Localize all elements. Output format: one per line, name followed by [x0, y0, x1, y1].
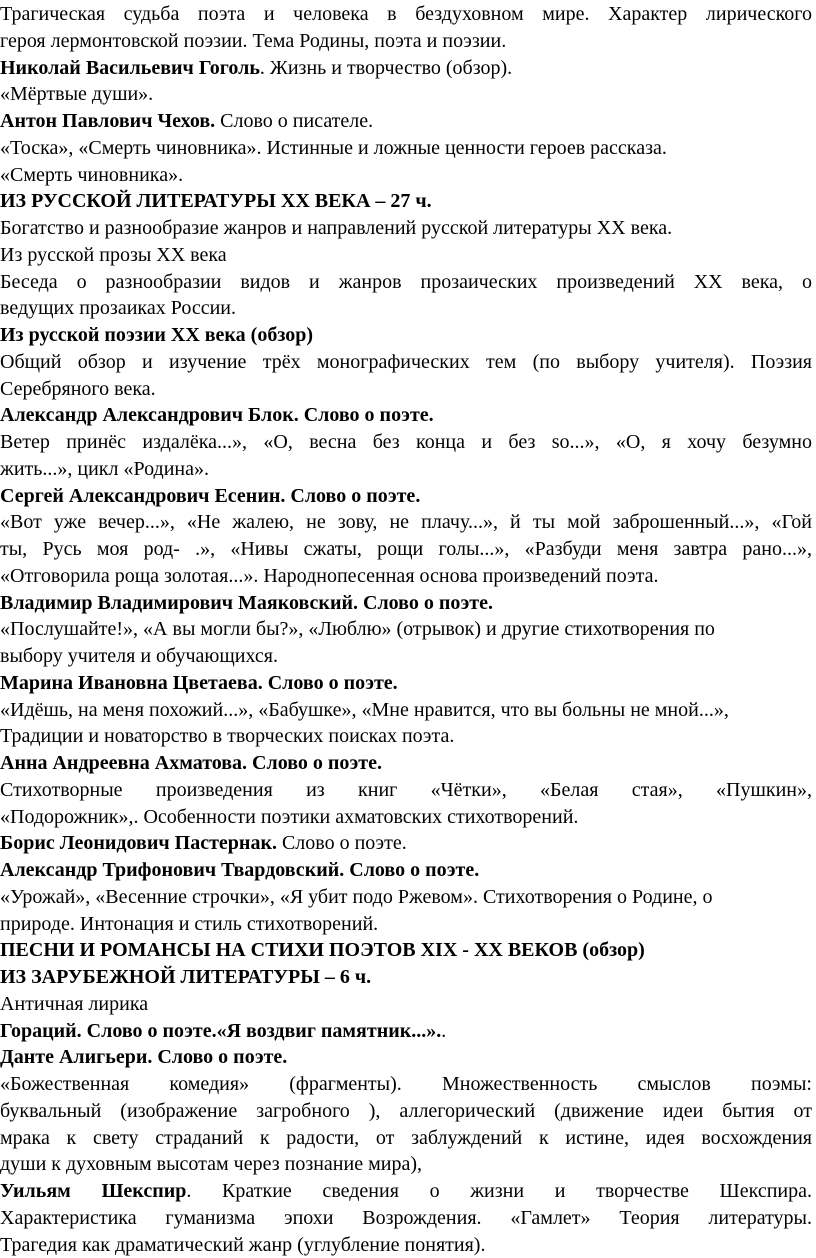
text-line	[0, 884, 812, 910]
text-line	[0, 723, 812, 749]
text-line	[0, 269, 812, 295]
text-line	[0, 456, 812, 482]
text-run: героя лермонтовской поэзии. Тема Родины, поэта и поэзии.	[0, 29, 507, 52]
text-line	[0, 590, 812, 616]
bold-text: Марина Ивановна Цветаева. Слово о поэте.	[0, 671, 398, 694]
bold-text: ИЗ ЗАРУБЕЖНОЙ ЛИТЕРАТУРЫ – 6 ч.	[0, 966, 372, 988]
text-line	[0, 750, 812, 776]
text-line	[0, 911, 812, 937]
text-run: буквальный (изображение загробного ), аллегорический (движение идеи бытия от	[0, 1099, 812, 1122]
text-line	[0, 322, 812, 348]
text-run: «Мёртвые души».	[0, 83, 154, 106]
text-line	[0, 830, 812, 856]
text-line	[0, 188, 812, 214]
text-line	[0, 1, 812, 27]
text-line	[0, 402, 812, 428]
text-line	[0, 483, 812, 509]
bold-text: Анна Андреевна Ахматова. Слово о поэте.	[0, 752, 382, 774]
text-line	[0, 215, 812, 241]
text-line	[0, 937, 812, 963]
text-run: Характеристика гуманизма эпохи Возрождения. «Гамлет» Теория литературы.	[0, 1206, 812, 1229]
bold-text: Антон Павлович Чехов.	[0, 110, 216, 132]
text-run: Слово о писателе.	[215, 110, 374, 132]
text-run: выбору учителя и обучающихся.	[0, 645, 278, 667]
text-line	[0, 1098, 812, 1124]
text-run: . Краткие сведения о жизни и творчестве Шекспира.	[186, 1180, 812, 1202]
bold-text: Сергей Александрович Есенин. Слово о поэте.	[0, 484, 421, 507]
text-run: «Смерть чиновника».	[0, 163, 184, 186]
text-line	[0, 135, 812, 161]
text-line	[0, 563, 812, 589]
text-line	[0, 670, 812, 696]
text-line	[0, 991, 812, 1017]
text-run: «Вот уже вечер...», «Не жалею, не зову, не плачу...», й ты мой заброшенный...», «Гой	[0, 511, 812, 534]
text-line	[0, 295, 812, 321]
bold-text: Данте Алигьери. Слово о поэте.	[0, 1046, 288, 1069]
text-line	[0, 1125, 812, 1151]
text-line	[0, 162, 812, 188]
bold-text: Уильям Шекспир	[0, 1180, 187, 1202]
text-run: природе. Интонация и стиль стихотворений.	[0, 912, 379, 935]
text-line	[0, 242, 812, 268]
text-run: Общий обзор и изучение трёх монографических тем (по выбору учителя). Поэзия	[0, 350, 812, 373]
text-run: «Подорожник»,. Особенности поэтики ахматовских стихотворений.	[0, 805, 579, 828]
text-line	[0, 643, 812, 669]
text-run: Трагедия как драматический жанр (углубление понятия).	[0, 1233, 486, 1256]
text-run: «Божественная комедия» (фрагменты). Множественность смыслов поэмы:	[0, 1073, 812, 1095]
text-run: жить...», цикл «Родина».	[0, 457, 209, 480]
text-line	[0, 857, 812, 883]
text-run: Серебряного века.	[0, 377, 156, 400]
text-line	[0, 1205, 812, 1231]
text-line	[0, 349, 812, 375]
bold-text: ПЕСНИ И РОМАНСЫ НА СТИХИ ПОЭТОВ XIX - XX ВЕКОВ (обзор)	[0, 939, 645, 962]
text-line	[0, 1232, 812, 1258]
text-line	[0, 108, 812, 134]
text-run: «Урожай», «Весенние строчки», «Я убит подо Ржевом». Стихотворения о Родине, о	[0, 885, 713, 908]
text-line	[0, 697, 812, 723]
text-run: «Тоска», «Смерть чиновника». Истинные и ложные ценности героев рассказа.	[0, 136, 667, 159]
bold-text: ИЗ РУССКОЙ ЛИТЕРАТУРЫ XX ВЕКА – 27 ч.	[0, 190, 432, 213]
bold-text: Борис Леонидович Пастернак.	[0, 832, 277, 855]
text-run: Традиции и новаторство в творческих поисках поэта.	[0, 725, 455, 748]
text-line	[0, 1178, 812, 1204]
text-line	[0, 28, 812, 54]
bold-text: Из русской поэзии XX века (обзор)	[0, 324, 314, 346]
text-line	[0, 1151, 812, 1177]
text-line	[0, 376, 812, 402]
bold-text: Николай Васильевич Гоголь	[0, 56, 260, 79]
text-run: Богатство и разнообразие жанров и направлений русской литературы XX века.	[0, 217, 673, 239]
text-run: Трагическая судьба поэта и человека в бездуховном мире. Характер лирического	[0, 3, 812, 25]
text-line	[0, 1044, 812, 1070]
bold-text: Владимир Владимирович Маяковский. Слово о поэте.	[0, 591, 493, 614]
text-run: Ветер принёс издалёка...», «О, весна без конца и без so...», «О, я хочу безумно	[0, 431, 812, 453]
text-line	[0, 777, 812, 803]
text-run: «Отговорила роща золотая...». Народнопесенная основа произведений поэта.	[0, 564, 659, 587]
text-line	[0, 536, 812, 562]
bold-text: Александр Александрович Блок. Слово о поэте.	[0, 404, 434, 427]
text-run: души к духовным высотам через познание мира),	[0, 1153, 422, 1176]
text-line	[0, 804, 812, 830]
text-line	[0, 1071, 812, 1097]
text-run: Из русской прозы XX века	[0, 243, 227, 266]
text-line	[0, 964, 812, 990]
text-line	[0, 81, 812, 107]
text-run: . Жизнь и творчество (обзор).	[259, 56, 513, 79]
text-line	[0, 509, 812, 535]
text-run: «Идёшь, на меня похожий...», «Бабушке», «Мне нравится, что вы больны не мной...»,	[0, 698, 729, 721]
text-run: ведущих прозаиках России.	[0, 297, 236, 320]
bold-text: Александр Трифонович Твардовский. Слово о поэте.	[0, 859, 480, 881]
text-run: .	[441, 1019, 447, 1042]
text-line	[0, 616, 812, 642]
text-run: Стихотворные произведения из книг «Чётки», «Белая стая», «Пушкин»,	[0, 778, 812, 801]
text-line	[0, 55, 812, 81]
text-run: Беседа о разнообразии видов и жанров прозаических произведений XX века, о	[0, 270, 812, 293]
text-run: Слово о поэте.	[276, 832, 407, 855]
text-line	[0, 1018, 812, 1044]
text-run: Античная лирика	[0, 992, 149, 1015]
bold-text: Гораций. Слово о поэте.«Я воздвиг памятник...».	[0, 1019, 442, 1042]
text-run: «Послушайте!», «А вы могли бы?», «Люблю» (отрывок) и другие стихотворения по	[0, 618, 715, 641]
text-line	[0, 429, 812, 455]
text-run: мрака к свету страданий к радости, от заблуждений к истине, идея восхождения	[0, 1126, 812, 1149]
text-run: ты, Русь моя род- .», «Нивы сжаты, рощи голы...», «Разбуди меня завтра рано...»,	[0, 538, 812, 560]
